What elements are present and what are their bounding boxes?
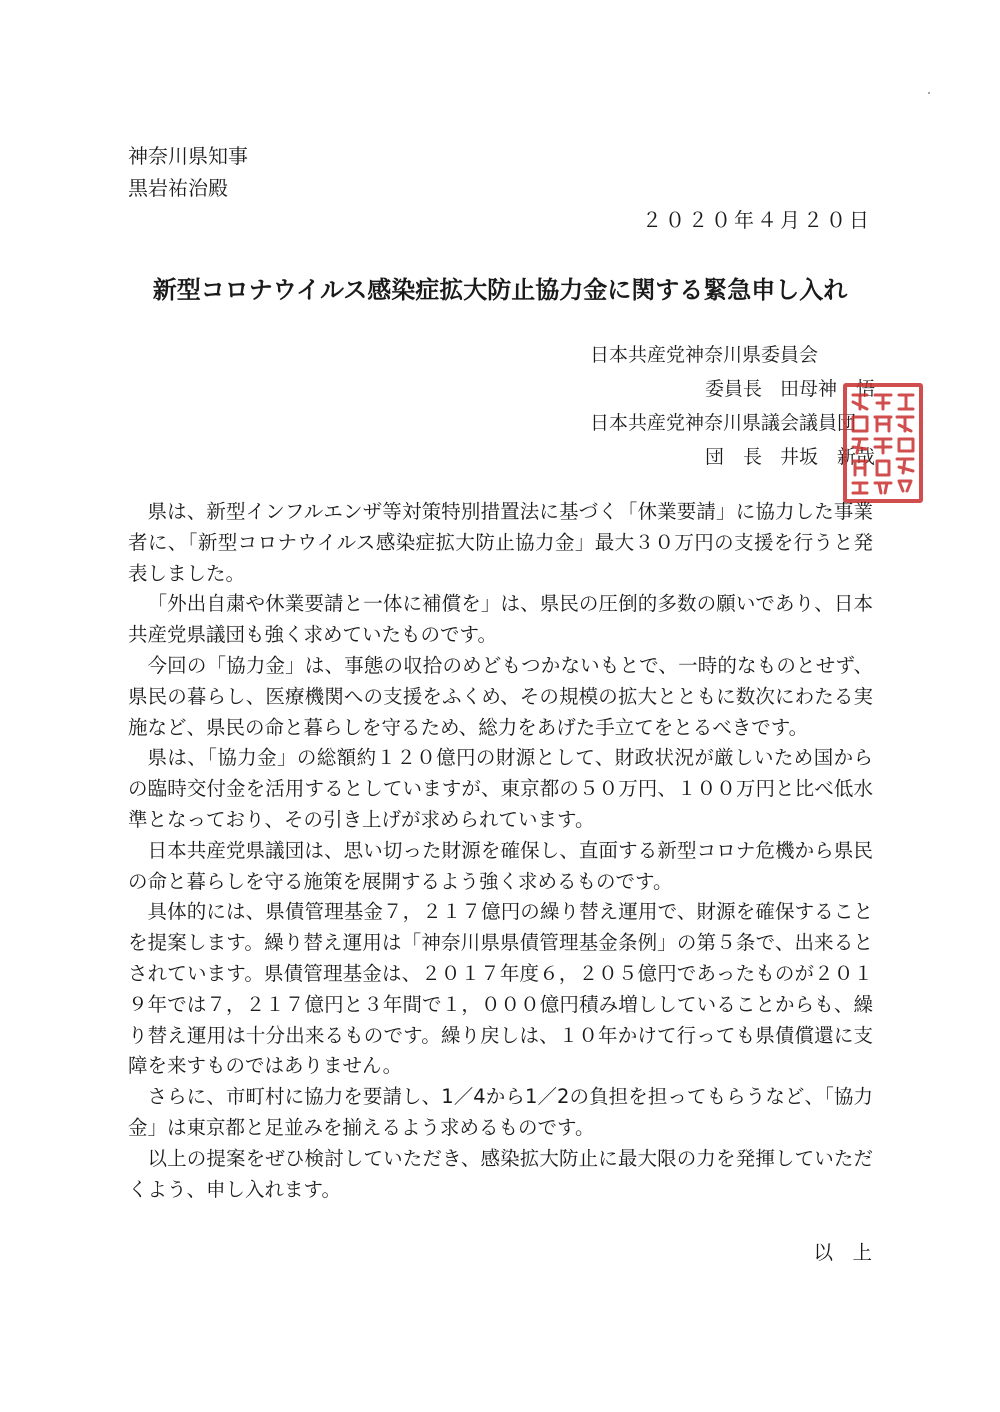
closing-mark: 以 上 xyxy=(813,1241,872,1264)
scan-speck xyxy=(928,92,930,94)
addressee-name: 黒岩祐治殿 xyxy=(128,176,228,200)
body-text xyxy=(128,497,873,1205)
sender-person-1 xyxy=(590,372,875,406)
sender-role-2: 団 長 xyxy=(704,446,762,468)
paragraph: 今回の「協力金」は、事態の収拾のめどもつかないもとで、一時的なものとせず、県民の暮らし、医療機関への支援をふくめ、その規模の拡大とともに数次にわたる実施など、県民の命と暮らしを守るため、総力をあげた手立てをとるべきです。 xyxy=(128,653,873,739)
seal-glyphs-icon xyxy=(847,387,919,499)
document-title: 新型コロナウイルス感染症拡大防止協力金に関する緊急申し入れ xyxy=(152,276,848,304)
paragraph: さらに、市町村に協力を要請し、1／4から1／2の負担を担ってもらうなど、「協力金」は東京都と足並みを揃えるよう求めるものです。 xyxy=(128,1085,873,1139)
sender-name-1: 田母神 悟 xyxy=(779,378,875,400)
paragraph: 日本共産党県議団は、思い切った財源を確保し、直面する新型コロナ危機から県民の命と暮らしを守る施策を展開するよう強く求めるものです。 xyxy=(128,838,873,893)
sender-name-2: 井坂 新哉 xyxy=(779,446,875,468)
paragraph: 県は、新型インフルエンザ等対策特別措置法に基づく「休業要請」に協力した事業者に、「新型コロナウイルス感染症拡大防止協力金」最大３０万円の支援を行うと発表しました。 xyxy=(128,500,873,585)
sender-block xyxy=(590,338,875,474)
addressee-title: 神奈川県知事 xyxy=(128,144,248,168)
sender-org-2: 日本共産党神奈川県議会議員団 xyxy=(590,412,857,434)
sender-org-1: 日本共産党神奈川県委員会 xyxy=(590,344,819,366)
paragraph: 県は、「協力金」の総額約１２０億円の財源として、財政状況が厳しいため国からの臨時交付金を活用するとしていますが、東京都の５０万円、１００万円と比べ低水準となっており、その引き上げが求められています。 xyxy=(128,746,873,831)
paragraph: 「外出自粛や休業要請と一体に補償を」は、県民の圧倒的多数の願いであり、日本共産党県議団も強く求めていたものです。 xyxy=(128,592,873,647)
paragraph: 以上の提案をぜひ検討していただき、感染拡大防止に最大限の力を発揮していただくよう、申し入れます。 xyxy=(128,1146,873,1201)
sender-role-1: 委員長 xyxy=(704,378,762,400)
addressee-block xyxy=(128,140,248,204)
document-date: ２０２０年４月２０日 xyxy=(642,208,872,232)
official-seal-stamp xyxy=(843,383,923,503)
sender-person-2 xyxy=(590,440,875,474)
paragraph: 具体的には、県債管理基金７，２１７億円の繰り替え運用で、財源を確保することを提案します。繰り替え運用は「神奈川県県債管理基金条例」の第５条で、出来るとされています。県債管理基金は、２０１７年度６，２０５億円であったものが２０１９年では７，２１７億円と３年間で１，０００億円積み増ししていることからも、繰り替え運用は十分出来るものです。繰り戻しは、１０年かけて行っても県債償還に支障を来すものではありません。 xyxy=(128,900,873,1078)
